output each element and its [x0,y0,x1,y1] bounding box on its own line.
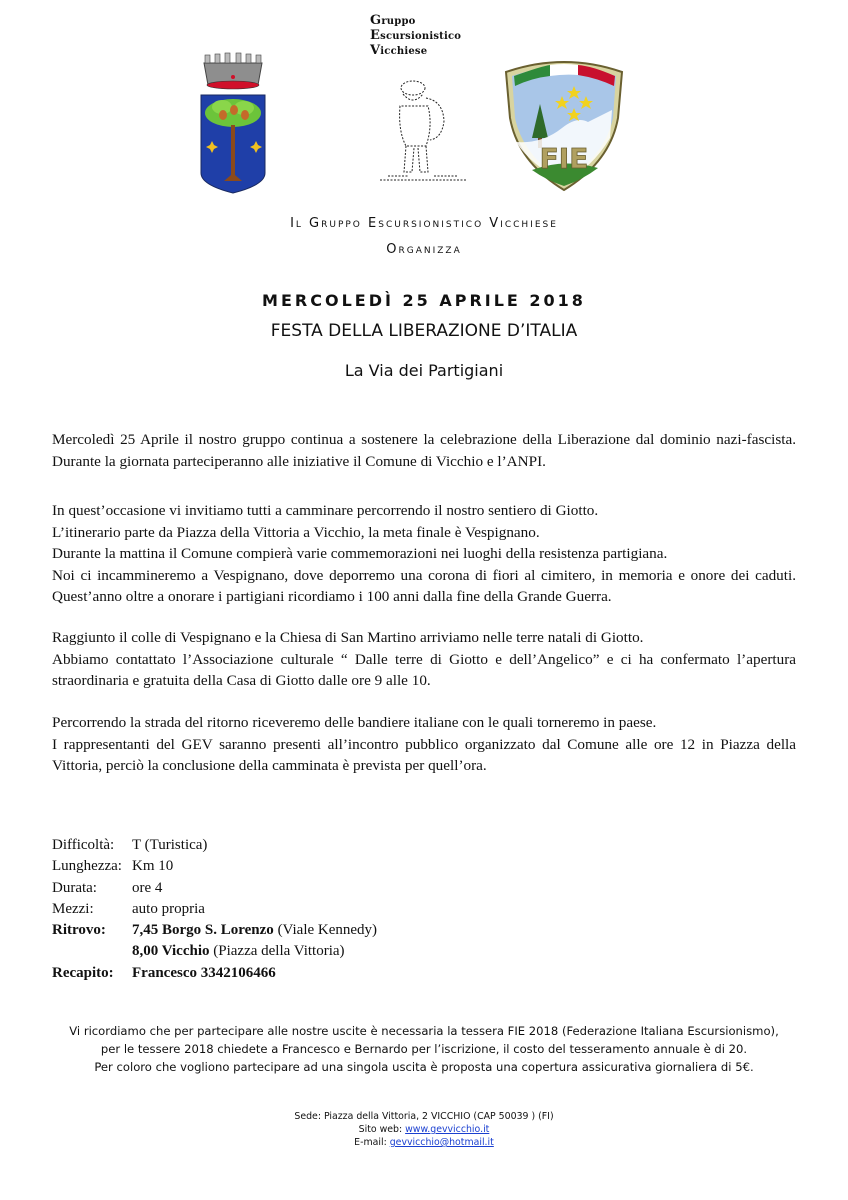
event-date: MERCOLEDÌ 25 APRILE 2018 [262,291,586,310]
footer-website-row: Sito web: www.gevvicchio.it [358,1124,490,1135]
info-row-transport [52,899,377,920]
info-value: ore 4 [132,879,163,896]
paragraph-line: L’itinerario parte da Piazza della Vittoria a Vicchio, la meta finale è Vespignano. [52,523,540,541]
info-label: Recapito: [52,964,114,981]
fie-badge-text: FIE [539,142,589,175]
footer [0,1110,848,1149]
footer-email-row: E-mail: gevvicchio@hotmail.it [354,1137,494,1148]
paragraph-line: Percorrendo la strada del ritorno riceveremo delle bandiere italiane con le quali torneremo in paese. [52,714,657,731]
info-label: Mezzi: [52,900,94,917]
gev-logo-text [370,14,461,59]
paragraph-line: Durante la mattina il Comune compierà varie commemorazioni nei luoghi della resistenza partigiana. [52,545,668,562]
info-value: Francesco 3342106466 [132,964,276,981]
paragraph-line: Raggiunto il colle di Vespignano e la Chiesa di San Martino arriviamo nelle terre natali di Giotto. [52,629,644,646]
paragraph-line: Mercoledì 25 Aprile il nostro gruppo continua a sostenere la celebrazione della Liberazione dal dominio nazi-fascista. Durante la giornata parteciperanno alle iniziative il Comune di Vicchio e l’ANPI. [52,431,796,470]
website-link[interactable]: www.gevvicchio.it [405,1124,490,1135]
paragraph-line: I rappresentanti del GEV saranno presenti all’incontro pubblico organizzato dal Comune alle ore 12 in Piazza della Vittoria, perciò la conclusione della camminata è prevista per quell’ora. [52,735,796,774]
paragraph-line: Abbiamo contattato l’Associazione culturale “ Dalle terre di Giotto e dell’Angelico” e ci ha confermato l’apertura straordinaria e gratuita della Casa di Giotto dalle ore 9 alle 10. [52,650,796,689]
paragraph-itinerary [52,500,796,608]
paragraph-line: In quest’occasione vi invitiamo tutti a camminare percorrendo il nostro sentiero di Giotto. [52,502,599,519]
info-label: Lunghezza: [52,858,122,875]
meeting-place-2: (Piazza della Vittoria) [209,943,345,960]
meeting-place-1: (Viale Kennedy) [273,922,378,939]
meeting-time-2: 8,00 Vicchio [132,943,210,960]
paragraph-return [52,712,796,777]
info-value: Km 10 [132,858,174,875]
organizes-label: Organizza [386,242,462,257]
info-label: Ritrovo: [52,922,106,939]
info-value: T (Turistica) [132,837,208,853]
info-row-length [52,856,377,877]
membership-note [0,1022,848,1076]
footer-address: Sede: Piazza della Vittoria, 2 VICCHIO (CAP 50039 ) (FI) [294,1111,554,1122]
note-line: per le tessere 2018 chiedete a Francesco e Bernardo per l’iscrizione, il costo del tesseramento annuale è di 20. [100,1042,748,1056]
info-row-meeting [52,920,377,941]
paragraph-line: Noi ci incammineremo a Vespignano, dove deporremo una corona di fiori al cimitero, in memoria e onore dei caduti. Quest’anno oltre a onorare i partigiani ricordiamo i 100 anni dalla fine della Grande Guerra. [52,566,796,605]
vicchio-coat-of-arms-logo [198,45,268,195]
paragraph-intro [52,429,796,472]
info-value: auto propria [132,900,205,917]
paragraph-giotto [52,627,796,692]
note-line: Per coloro che vogliono partecipare ad una singola uscita è proposta una copertura assicurativa giornaliera di 5€. [94,1060,754,1074]
hike-info-table [52,835,377,984]
info-row-contact [52,963,377,984]
info-row-meeting-2 [52,941,377,962]
note-line: Vi ricordiamo che per partecipare alle nostre uscite è necessaria la tessera FIE 2018 (Federazione Italiana Escursionismo), [69,1024,779,1038]
info-row-difficulty [52,835,377,856]
gev-logo-line-3: Vicchiese [370,43,428,58]
gev-logo-line-1: Gruppo [370,13,416,28]
event-title: FESTA DELLA LIBERAZIONE D’ITALIA [270,321,578,341]
info-label: Durata: [52,879,97,896]
info-row-duration [52,878,377,899]
meeting-time-1: 7,45 Borgo S. Lorenzo [132,922,274,939]
fie-badge-logo [502,58,626,192]
event-subtitle: La Via dei Partigiani [344,361,504,380]
info-label: Difficoltà: [52,837,115,853]
gev-logo-line-2: Escursionistico [370,28,462,43]
hiker-drawing-icon [378,76,468,186]
email-link[interactable]: gevvicchio@hotmail.it [389,1137,494,1148]
organizer-line: Il Gruppo Escursionistico Vicchiese [290,216,558,231]
